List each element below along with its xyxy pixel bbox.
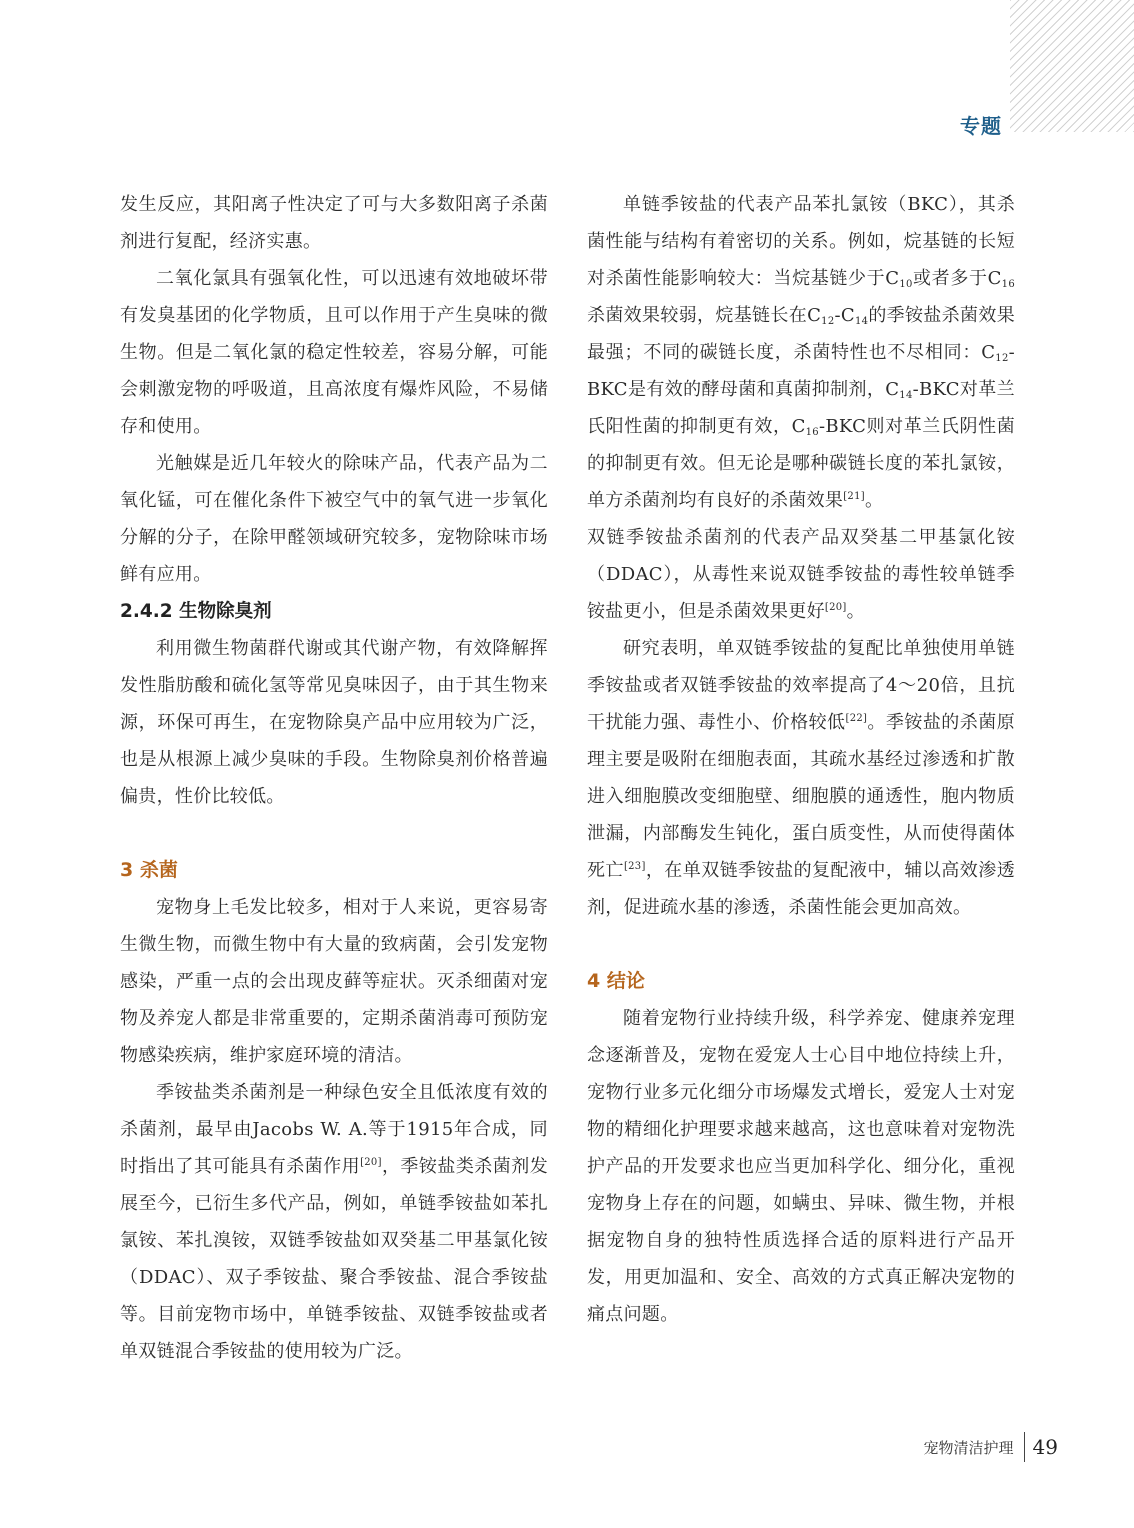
text-run: 单链季铵盐的代表产品苯扎氯铵（BKC），其杀菌性能与结构有着密切的关系。例如，烷基链的长短对杀菌性能影响较大：当烷基链少于C bbox=[587, 194, 1015, 289]
text-run: 研究表明，单双链季铵盐的复配比单独使用单链季铵盐或者双链季铵盐的效率提高了4～20倍，且抗干扰能力强、毒性小、价格较低 bbox=[587, 638, 1015, 733]
citation-ref: [21] bbox=[843, 491, 865, 502]
paragraph: 宠物身上毛发比较多，相对于人来说，更容易寄生微生物，而微生物中有大量的致病菌，会引发宠物感染，严重一点的会出现皮藓等症状。灭杀细菌对宠物及养宠人都是非常重要的，定期杀菌消毒可预防宠物感染疾病，维护家庭环境的清洁。 bbox=[120, 897, 548, 1066]
text-run: -BKC是有效的酵母菌和真菌抑制剂，C bbox=[587, 342, 1015, 400]
citation-ref: [22] bbox=[845, 713, 868, 724]
paragraph: 发生反应，其阳离子性决定了可与大多数阳离子杀菌剂进行复配，经济实惠。 bbox=[120, 194, 548, 252]
journal-title: 宠物清洁护理 bbox=[923, 1438, 1014, 1457]
paragraph: 光触媒是近几年较火的除味产品，代表产品为二氧化锰，可在催化条件下被空气中的氧气进一步氧化分解的分子，在除甲醛领域研究较多，宠物除味市场鲜有应用。 bbox=[120, 453, 548, 585]
citation-ref: [23] bbox=[623, 861, 646, 872]
page-number: 49 bbox=[1032, 1435, 1058, 1459]
text-run: 的季铵盐杀菌效果最强；不同的碳链长度，杀菌特性也不尽相同：C bbox=[587, 305, 1015, 363]
text-run: ，在单双链季铵盐的复配液中，辅以高效渗透剂，促进疏水基的渗透，杀菌性能会更加高效。 bbox=[587, 860, 1015, 918]
paragraph bbox=[120, 1074, 548, 1370]
section-tag: 专题 bbox=[960, 114, 1002, 138]
text-run: -BKC对革兰氏阳性菌的抑制更有效，C bbox=[587, 379, 1015, 437]
text-run: 。 bbox=[846, 601, 865, 622]
subscript: 12 bbox=[821, 316, 835, 327]
subsection-heading: 2.4.2 生物除臭剂 bbox=[120, 601, 272, 622]
text-run: -C bbox=[834, 305, 855, 326]
spacer bbox=[587, 926, 1015, 963]
right-column bbox=[587, 186, 1015, 1333]
section-heading: 3 杀菌 bbox=[120, 859, 178, 881]
left-column bbox=[120, 186, 548, 1370]
text-run: 。 bbox=[864, 490, 884, 511]
paragraph bbox=[587, 519, 1015, 630]
text-run: 季铵盐类杀菌剂是一种绿色安全且低浓度有效的杀菌剂，最早由Jacobs W. A.等于1915年合成，同时指出了其可能具有杀菌作用 bbox=[120, 1082, 548, 1177]
text-run: -BKC则对革兰氏阴性菌的抑制更有效。但无论是哪种碳链长度的苯扎氯铵，单方杀菌剂均有良好的杀菌效果 bbox=[587, 416, 1015, 511]
page-footer bbox=[924, 1430, 1058, 1464]
subscript: 16 bbox=[805, 427, 819, 438]
text-run: 双链季铵盐杀菌剂的代表产品双癸基二甲基氯化铵（DDAC），从毒性来说双链季铵盐的毒性较单链季铵盐更小，但是杀菌效果更好 bbox=[587, 527, 1015, 622]
subscript: 14 bbox=[899, 390, 913, 401]
paragraph: 二氧化氯具有强氧化性，可以迅速有效地破坏带有发臭基团的化学物质，且可以作用于产生臭味的微生物。但是二氧化氯的稳定性较差，容易分解，可能会刺激宠物的呼吸道，且高浓度有爆炸风险，不易储存和使用。 bbox=[120, 268, 548, 437]
text-run: ，季铵盐类杀菌剂发展至今，已衍生多代产品，例如，单链季铵盐如苯扎氯铵、苯扎溴铵，双链季铵盐如双癸基二甲基氯化铵（DDAC）、双子季铵盐、聚合季铵盐、混合季铵盐等。目前宠物市场中，单链季铵盐、双链季铵盐或者单双链混合季铵盐的使用较为广泛。 bbox=[120, 1156, 548, 1362]
paragraph: 随着宠物行业持续升级，科学养宠、健康养宠理念逐渐普及，宠物在爱宠人士心目中地位持续上升，宠物行业多元化细分市场爆发式增长，爱宠人士对宠物的精细化护理要求越来越高，这也意味着对宠物洗护产品的开发要求也应当更加科学化、细分化，重视宠物身上存在的问题，如螨虫、异味、微生物，并根据宠物自身的独特性质选择合适的原料进行产品开发，用更加温和、安全、高效的方式真正解决宠物的痛点问题。 bbox=[587, 1008, 1015, 1325]
subscript: 14 bbox=[854, 316, 869, 327]
text-run: 杀菌效果较弱，烷基链长在C bbox=[587, 305, 822, 326]
text-run: 。季铵盐的杀菌原理主要是吸附在细胞表面，其疏水基经过渗透和扩散进入细胞膜改变细胞壁、细胞膜的通透性，胞内物质泄漏，内部酶发生钝化，蛋白质变性，从而使得菌体死亡 bbox=[587, 712, 1015, 881]
section-heading: 4 结论 bbox=[587, 970, 645, 992]
subscript: 10 bbox=[899, 279, 913, 290]
subscript: 16 bbox=[1001, 279, 1015, 290]
citation-ref: [20] bbox=[360, 1157, 382, 1168]
paragraph bbox=[587, 630, 1015, 926]
paragraph bbox=[587, 186, 1015, 519]
subscript: 12 bbox=[995, 353, 1009, 364]
corner-stripe-decoration bbox=[1010, 0, 1134, 132]
spacer bbox=[120, 815, 548, 852]
text-run: 或者多于C bbox=[912, 268, 1002, 289]
paragraph: 利用微生物菌群代谢或其代谢产物，有效降解挥发性脂肪酸和硫化氢等常见臭味因子，由于其生物来源，环保可再生，在宠物除臭产品中应用较为广泛，也是从根源上减少臭味的手段。生物除臭剂价格普遍偏贵，性价比较低。 bbox=[120, 638, 548, 807]
citation-ref: [20] bbox=[824, 602, 847, 613]
